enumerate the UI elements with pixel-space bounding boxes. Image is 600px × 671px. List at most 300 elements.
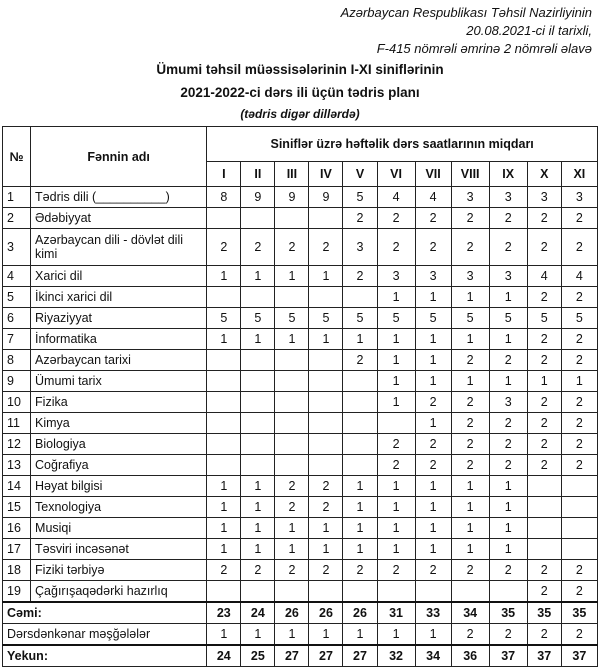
hours-cell: 1 xyxy=(275,329,309,350)
hours-cell: 1 xyxy=(451,371,489,392)
subject-name: Riyaziyyat xyxy=(31,308,207,329)
total-cell: 27 xyxy=(309,645,343,667)
sum-cell: 24 xyxy=(241,602,275,624)
hours-cell: 1 xyxy=(377,329,415,350)
hours-cell: 2 xyxy=(451,413,489,434)
sum-cell: 26 xyxy=(309,602,343,624)
hours-cell: 2 xyxy=(451,350,489,371)
subject-name: Ümumi tarix xyxy=(31,371,207,392)
subject-name: Texnologiya xyxy=(31,497,207,518)
decree-note xyxy=(341,4,592,58)
hours-cell xyxy=(527,497,561,518)
table-row xyxy=(3,229,598,266)
hours-cell: 2 xyxy=(207,229,241,266)
hours-cell: 2 xyxy=(275,560,309,581)
hours-cell: 2 xyxy=(489,229,527,266)
hours-cell xyxy=(309,208,343,229)
hours-cell: 1 xyxy=(451,539,489,560)
hours-cell: 1 xyxy=(309,266,343,287)
hours-cell: 1 xyxy=(489,476,527,497)
hours-cell: 1 xyxy=(451,287,489,308)
total-cell: 34 xyxy=(415,645,451,667)
total-row xyxy=(3,645,598,667)
hours-cell: 1 xyxy=(415,476,451,497)
hours-cell: 1 xyxy=(343,476,377,497)
hours-cell xyxy=(207,287,241,308)
hours-cell: 2 xyxy=(343,560,377,581)
hours-cell: 2 xyxy=(309,229,343,266)
hours-cell xyxy=(275,392,309,413)
hours-cell: 1 xyxy=(377,518,415,539)
subject-name: Ədəbiyyat xyxy=(31,208,207,229)
hours-cell: 2 xyxy=(309,497,343,518)
hours-cell: 3 xyxy=(489,266,527,287)
extra-row xyxy=(3,624,598,646)
hours-cell: 2 xyxy=(343,350,377,371)
hours-cell: 1 xyxy=(275,539,309,560)
subject-name: İnformatika xyxy=(31,329,207,350)
hours-cell xyxy=(309,413,343,434)
hours-cell: 1 xyxy=(489,497,527,518)
hours-cell: 1 xyxy=(415,350,451,371)
sum-row xyxy=(3,602,598,624)
hours-cell: 1 xyxy=(343,539,377,560)
hours-cell: 1 xyxy=(241,539,275,560)
hours-cell: 3 xyxy=(343,229,377,266)
hours-cell xyxy=(207,455,241,476)
hours-cell: 2 xyxy=(451,434,489,455)
hours-cell xyxy=(207,208,241,229)
hours-cell xyxy=(275,208,309,229)
hours-cell: 2 xyxy=(451,455,489,476)
hours-cell: 2 xyxy=(275,476,309,497)
hours-cell: 1 xyxy=(207,329,241,350)
hours-cell: 2 xyxy=(415,560,451,581)
hours-cell: 2 xyxy=(527,392,561,413)
hours-cell: 1 xyxy=(451,476,489,497)
hours-cell xyxy=(275,287,309,308)
hours-cell: 5 xyxy=(377,308,415,329)
hours-cell: 2 xyxy=(415,434,451,455)
hours-cell: 1 xyxy=(207,266,241,287)
hours-cell xyxy=(377,413,415,434)
hours-cell xyxy=(561,497,597,518)
grade-header: X xyxy=(527,162,561,187)
hours-cell xyxy=(241,371,275,392)
hours-cell xyxy=(343,287,377,308)
hours-cell: 2 xyxy=(489,208,527,229)
table-row xyxy=(3,560,598,581)
table-row xyxy=(3,539,598,560)
hours-cell: 1 xyxy=(309,518,343,539)
row-number: 8 xyxy=(3,350,31,371)
hours-cell xyxy=(275,581,309,603)
hours-cell: 1 xyxy=(377,371,415,392)
grade-header: I xyxy=(207,162,241,187)
hours-cell: 1 xyxy=(451,497,489,518)
hours-cell: 1 xyxy=(415,497,451,518)
subject-name: Fizika xyxy=(31,392,207,413)
row-number: 1 xyxy=(3,187,31,208)
hours-cell: 2 xyxy=(527,581,561,603)
hours-cell: 1 xyxy=(207,497,241,518)
hours-cell xyxy=(527,539,561,560)
hours-cell: 1 xyxy=(309,329,343,350)
hours-cell: 5 xyxy=(309,308,343,329)
extra-cell: 1 xyxy=(275,624,309,646)
hours-cell: 2 xyxy=(527,413,561,434)
hours-cell: 1 xyxy=(377,287,415,308)
curriculum-table xyxy=(2,126,598,667)
extra-cell: 1 xyxy=(415,624,451,646)
table-row xyxy=(3,308,598,329)
decree-note-line-3: F-415 nömrəli əmrinə 2 nömrəli əlavə xyxy=(376,41,592,56)
total-label: Yekun: xyxy=(3,645,207,667)
hours-cell xyxy=(451,581,489,603)
row-number: 18 xyxy=(3,560,31,581)
total-cell: 37 xyxy=(561,645,597,667)
hours-cell xyxy=(241,392,275,413)
hours-cell: 1 xyxy=(377,497,415,518)
hours-cell xyxy=(241,581,275,603)
hours-cell xyxy=(275,350,309,371)
total-cell: 25 xyxy=(241,645,275,667)
hours-cell: 2 xyxy=(527,350,561,371)
hours-cell xyxy=(275,413,309,434)
table-row xyxy=(3,266,598,287)
hours-cell xyxy=(343,455,377,476)
hours-cell: 2 xyxy=(451,392,489,413)
subject-name: Biologiya xyxy=(31,434,207,455)
extra-cell: 2 xyxy=(527,624,561,646)
hours-cell xyxy=(489,581,527,603)
hours-cell xyxy=(275,371,309,392)
extra-cell: 1 xyxy=(309,624,343,646)
table-row xyxy=(3,208,598,229)
hours-cell xyxy=(527,476,561,497)
hours-cell xyxy=(377,581,415,603)
row-number: 12 xyxy=(3,434,31,455)
table-body xyxy=(3,187,598,667)
table-row xyxy=(3,187,598,208)
hours-cell: 2 xyxy=(309,476,343,497)
hours-cell: 2 xyxy=(415,229,451,266)
hours-cell: 2 xyxy=(415,455,451,476)
hours-cell xyxy=(207,371,241,392)
table-row xyxy=(3,455,598,476)
table-row xyxy=(3,350,598,371)
sum-cell: 35 xyxy=(489,602,527,624)
total-cell: 36 xyxy=(451,645,489,667)
hours-cell: 2 xyxy=(561,392,597,413)
hours-cell xyxy=(309,434,343,455)
hours-cell: 2 xyxy=(377,455,415,476)
table-row xyxy=(3,413,598,434)
hours-cell xyxy=(309,581,343,603)
subtitle: (tədris digər dillərdə) xyxy=(240,107,360,121)
hours-cell: 2 xyxy=(489,455,527,476)
total-cell: 27 xyxy=(275,645,309,667)
hours-cell: 5 xyxy=(527,308,561,329)
hours-cell xyxy=(343,581,377,603)
hours-cell: 3 xyxy=(377,266,415,287)
grade-header: III xyxy=(275,162,309,187)
grade-header: VIII xyxy=(451,162,489,187)
hours-cell: 5 xyxy=(343,308,377,329)
table-row xyxy=(3,581,598,603)
hours-cell: 1 xyxy=(241,497,275,518)
hours-cell: 2 xyxy=(489,350,527,371)
hours-cell: 2 xyxy=(527,329,561,350)
row-number: 9 xyxy=(3,371,31,392)
hours-cell: 2 xyxy=(527,455,561,476)
row-number: 2 xyxy=(3,208,31,229)
hours-cell xyxy=(343,434,377,455)
hours-cell: 2 xyxy=(489,560,527,581)
hours-cell: 1 xyxy=(377,350,415,371)
row-number: 6 xyxy=(3,308,31,329)
sum-cell: 33 xyxy=(415,602,451,624)
extra-cell: 1 xyxy=(207,624,241,646)
hours-cell: 1 xyxy=(489,518,527,539)
hours-cell: 1 xyxy=(451,518,489,539)
hours-cell: 2 xyxy=(241,560,275,581)
title-line-1: Ümumi təhsil müəssisələrinin I-XI siniflərinin xyxy=(156,62,444,77)
hours-cell xyxy=(343,371,377,392)
table-row xyxy=(3,287,598,308)
hours-cell xyxy=(207,581,241,603)
hours-cell: 2 xyxy=(527,229,561,266)
row-number: 14 xyxy=(3,476,31,497)
hours-cell xyxy=(241,455,275,476)
hours-cell: 9 xyxy=(241,187,275,208)
hours-cell xyxy=(241,350,275,371)
hours-cell: 1 xyxy=(451,329,489,350)
hours-cell: 2 xyxy=(527,434,561,455)
hours-cell: 1 xyxy=(241,476,275,497)
extra-cell: 2 xyxy=(451,624,489,646)
hours-cell: 1 xyxy=(343,518,377,539)
sum-cell: 26 xyxy=(343,602,377,624)
hours-cell: 4 xyxy=(527,266,561,287)
hours-cell: 1 xyxy=(377,476,415,497)
hours-cell: 4 xyxy=(377,187,415,208)
hours-cell xyxy=(241,287,275,308)
hours-cell: 3 xyxy=(451,266,489,287)
extra-cell: 1 xyxy=(377,624,415,646)
subject-name: Musiqi xyxy=(31,518,207,539)
hours-cell: 2 xyxy=(377,560,415,581)
hours-cell: 1 xyxy=(415,371,451,392)
hours-cell: 3 xyxy=(415,266,451,287)
hours-cell xyxy=(527,518,561,539)
subject-name: İkinci xarici dil xyxy=(31,287,207,308)
row-number: 4 xyxy=(3,266,31,287)
sum-cell: 26 xyxy=(275,602,309,624)
hours-cell xyxy=(207,413,241,434)
total-cell: 24 xyxy=(207,645,241,667)
total-cell: 37 xyxy=(489,645,527,667)
hours-cell: 1 xyxy=(415,539,451,560)
row-number: 17 xyxy=(3,539,31,560)
table-row xyxy=(3,329,598,350)
extra-cell: 1 xyxy=(343,624,377,646)
hours-cell: 2 xyxy=(309,560,343,581)
hours-cell: 2 xyxy=(561,560,597,581)
hours-cell xyxy=(309,287,343,308)
total-cell: 37 xyxy=(527,645,561,667)
hours-cell: 1 xyxy=(489,539,527,560)
hours-cell: 5 xyxy=(343,187,377,208)
hours-cell: 2 xyxy=(415,208,451,229)
hours-cell: 1 xyxy=(207,476,241,497)
hours-cell xyxy=(275,455,309,476)
hours-cell: 1 xyxy=(343,329,377,350)
table-row xyxy=(3,476,598,497)
hours-cell xyxy=(309,371,343,392)
hours-cell: 2 xyxy=(451,560,489,581)
hours-cell xyxy=(241,413,275,434)
hours-cell: 2 xyxy=(415,392,451,413)
hours-cell xyxy=(207,434,241,455)
subject-name: Xarici dil xyxy=(31,266,207,287)
subject-name: Azərbaycan dili - dövlət dili kimi xyxy=(31,229,207,266)
hours-cell xyxy=(343,413,377,434)
hours-cell: 2 xyxy=(527,208,561,229)
hours-cell: 1 xyxy=(241,329,275,350)
row-number: 3 xyxy=(3,229,31,266)
hours-cell: 1 xyxy=(489,329,527,350)
sum-cell: 31 xyxy=(377,602,415,624)
hours-cell: 2 xyxy=(561,229,597,266)
hours-cell: 5 xyxy=(275,308,309,329)
sum-cell: 35 xyxy=(527,602,561,624)
hours-cell: 2 xyxy=(561,208,597,229)
grade-header: XI xyxy=(561,162,597,187)
hours-cell xyxy=(309,350,343,371)
sum-cell: 23 xyxy=(207,602,241,624)
hours-cell xyxy=(309,392,343,413)
hours-cell xyxy=(343,392,377,413)
hours-cell: 1 xyxy=(343,497,377,518)
grade-header: VI xyxy=(377,162,415,187)
hours-cell xyxy=(561,518,597,539)
title-line-2: 2021-2022-ci dərs ili üçün tədris planı xyxy=(180,85,420,100)
subject-name: Fiziki tərbiyə xyxy=(31,560,207,581)
hours-cell: 2 xyxy=(527,560,561,581)
subject-name: Təsviri incəsənət xyxy=(31,539,207,560)
hours-cell: 3 xyxy=(489,187,527,208)
hours-cell: 5 xyxy=(451,308,489,329)
hours-cell xyxy=(241,434,275,455)
hours-cell: 5 xyxy=(415,308,451,329)
hours-cell: 1 xyxy=(377,539,415,560)
table-row xyxy=(3,518,598,539)
hours-cell: 1 xyxy=(275,518,309,539)
hours-cell: 1 xyxy=(489,371,527,392)
hours-cell: 2 xyxy=(561,455,597,476)
hours-cell: 2 xyxy=(275,497,309,518)
hours-cell: 8 xyxy=(207,187,241,208)
hours-cell: 2 xyxy=(561,434,597,455)
hours-cell: 1 xyxy=(415,413,451,434)
hours-cell: 1 xyxy=(309,539,343,560)
hours-cell: 5 xyxy=(241,308,275,329)
hours-cell: 5 xyxy=(489,308,527,329)
hours-cell: 2 xyxy=(377,208,415,229)
row-number: 13 xyxy=(3,455,31,476)
total-cell: 27 xyxy=(343,645,377,667)
hours-cell xyxy=(207,350,241,371)
hours-cell xyxy=(241,208,275,229)
row-number: 19 xyxy=(3,581,31,603)
col-group-header: Siniflər üzrə həftəlik dərs saatlarının miqdarı xyxy=(207,127,598,162)
hours-cell: 1 xyxy=(415,329,451,350)
hours-cell: 3 xyxy=(527,187,561,208)
hours-cell: 1 xyxy=(489,287,527,308)
total-cell: 32 xyxy=(377,645,415,667)
row-number: 11 xyxy=(3,413,31,434)
hours-cell: 1 xyxy=(561,371,597,392)
hours-cell: 2 xyxy=(377,229,415,266)
hours-cell: 1 xyxy=(207,539,241,560)
hours-cell: 2 xyxy=(207,560,241,581)
hours-cell: 5 xyxy=(561,308,597,329)
row-number: 15 xyxy=(3,497,31,518)
hours-cell xyxy=(415,581,451,603)
subject-name: Kimya xyxy=(31,413,207,434)
grade-header: IX xyxy=(489,162,527,187)
hours-cell xyxy=(207,392,241,413)
table-row xyxy=(3,497,598,518)
hours-cell: 2 xyxy=(561,329,597,350)
hours-cell: 3 xyxy=(561,187,597,208)
hours-cell: 2 xyxy=(561,287,597,308)
hours-cell: 9 xyxy=(309,187,343,208)
hours-cell: 2 xyxy=(489,413,527,434)
hours-cell xyxy=(275,434,309,455)
hours-cell: 2 xyxy=(343,266,377,287)
hours-cell: 2 xyxy=(343,208,377,229)
hours-cell: 2 xyxy=(561,581,597,603)
sum-label: Cəmi: xyxy=(3,602,207,624)
hours-cell: 1 xyxy=(415,518,451,539)
hours-cell: 2 xyxy=(451,229,489,266)
hours-cell xyxy=(561,476,597,497)
subject-name: Coğrafiya xyxy=(31,455,207,476)
extra-label: Dərsdənkənar məşğələlər xyxy=(3,624,207,646)
hours-cell: 2 xyxy=(489,434,527,455)
row-number: 5 xyxy=(3,287,31,308)
sum-cell: 34 xyxy=(451,602,489,624)
grade-header: IV xyxy=(309,162,343,187)
row-number: 16 xyxy=(3,518,31,539)
extra-cell: 1 xyxy=(241,624,275,646)
subject-name: Həyat bilgisi xyxy=(31,476,207,497)
grade-header: VII xyxy=(415,162,451,187)
grade-header: II xyxy=(241,162,275,187)
subject-name: Azərbaycan tarixi xyxy=(31,350,207,371)
extra-cell: 2 xyxy=(561,624,597,646)
hours-cell: 1 xyxy=(241,518,275,539)
hours-cell: 1 xyxy=(207,518,241,539)
hours-cell: 1 xyxy=(241,266,275,287)
hours-cell: 1 xyxy=(527,371,561,392)
table-row xyxy=(3,371,598,392)
hours-cell: 2 xyxy=(561,350,597,371)
hours-cell: 2 xyxy=(241,229,275,266)
row-number: 7 xyxy=(3,329,31,350)
